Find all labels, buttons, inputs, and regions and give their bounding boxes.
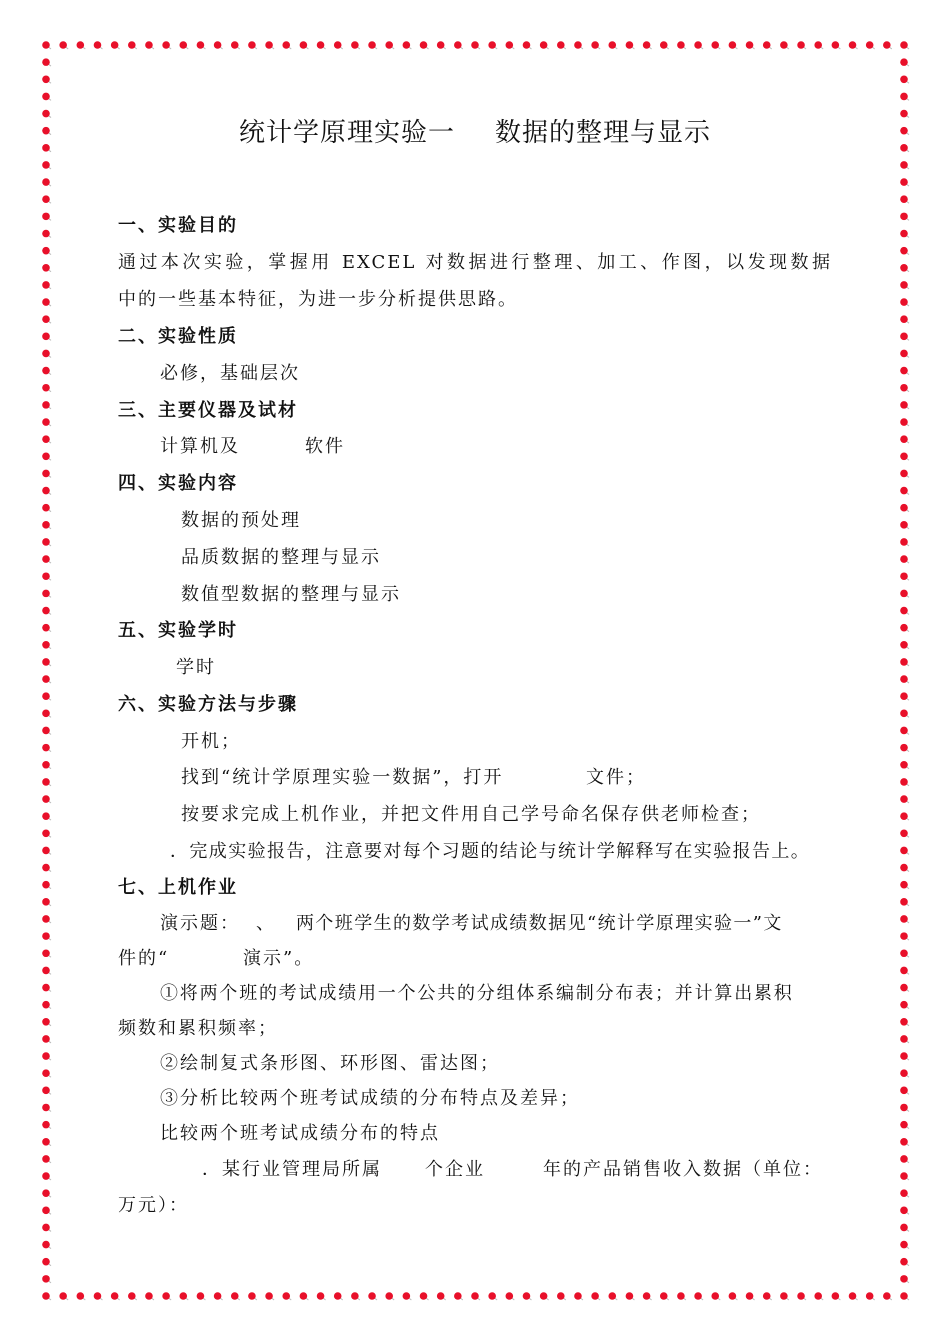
title-part-2: 数据的整理与显示 [495,118,712,148]
section-7-demo-b: 、 [256,913,276,934]
section-7-exercise-b: 个企业 [425,1159,485,1180]
section-5-heading: 五、实验学时 [118,620,238,641]
section-2-text: 必修，基础层次 [160,363,300,384]
section-1-text-line-2: 中的一些基本特征，为进一步分析提供思路。 [118,289,518,310]
section-3-text-a: 计算机及 [160,436,240,457]
section-4-item: 数值型数据的整理与显示 [181,584,401,605]
section-7-heading: 七、上机作业 [118,877,238,898]
section-7-demo2-a: 件的“ [118,948,170,969]
section-6-step-4: ．完成实验报告，注意要对每个习题的结论与统计学解释写在实验报告上。 [170,841,811,862]
section-6-heading: 六、实验方法与步骤 [118,694,298,715]
title-part-1: 统计学原理实验一 [238,118,455,148]
section-6-step-3: 按要求完成上机作业，并把文件用自己学号命名保存供老师检查； [181,804,761,825]
section-4-item: 品质数据的整理与显示 [181,547,381,568]
section-6-step-2b: 文件； [586,767,646,788]
page-title [0,112,950,149]
section-7-demo2-b: 演示”。 [243,948,315,969]
section-1-text-line-1: 通过本次实验，掌握用 EXCEL 对数据进行整理、加工、作图，以发现数据 [118,252,832,273]
section-1-heading: 一、实验目的 [118,215,238,236]
section-6-step-2a: 找到“统计学原理实验一数据”，打开 [181,767,504,788]
section-7-q3: ③分析比较两个班考试成绩的分布特点及差异； [160,1088,580,1109]
section-2-heading: 二、实验性质 [118,326,238,347]
section-7-q1-line-1: ①将两个班的考试成绩用一个公共的分组体系编制分布表；并计算出累积 [160,983,794,1004]
section-4-item: 数据的预处理 [181,510,301,531]
section-7-exercise-c: 年的产品销售收入数据（单位： [543,1159,823,1180]
section-7-compare: 比较两个班考试成绩分布的特点 [160,1123,440,1144]
section-7-q2: ②绘制复式条形图、环形图、雷达图； [160,1053,500,1074]
section-3-heading: 三、主要仪器及试材 [118,400,298,421]
section-7-demo-a: 演示题： [160,913,240,934]
section-7-demo-c: 两个班学生的数学考试成绩数据见“统计学原理实验一”文 [296,913,783,934]
section-7-exercise-a: ．某行业管理局所属 [202,1159,382,1180]
section-5-text: 学时 [176,657,216,678]
section-6-step-1: 开机； [181,731,241,752]
section-4-heading: 四、实验内容 [118,473,238,494]
section-3-text-b: 软件 [305,436,345,457]
section-7-exercise-line-2: 万元）： [118,1195,189,1216]
section-7-q1-line-2: 频数和累积频率； [118,1018,278,1039]
